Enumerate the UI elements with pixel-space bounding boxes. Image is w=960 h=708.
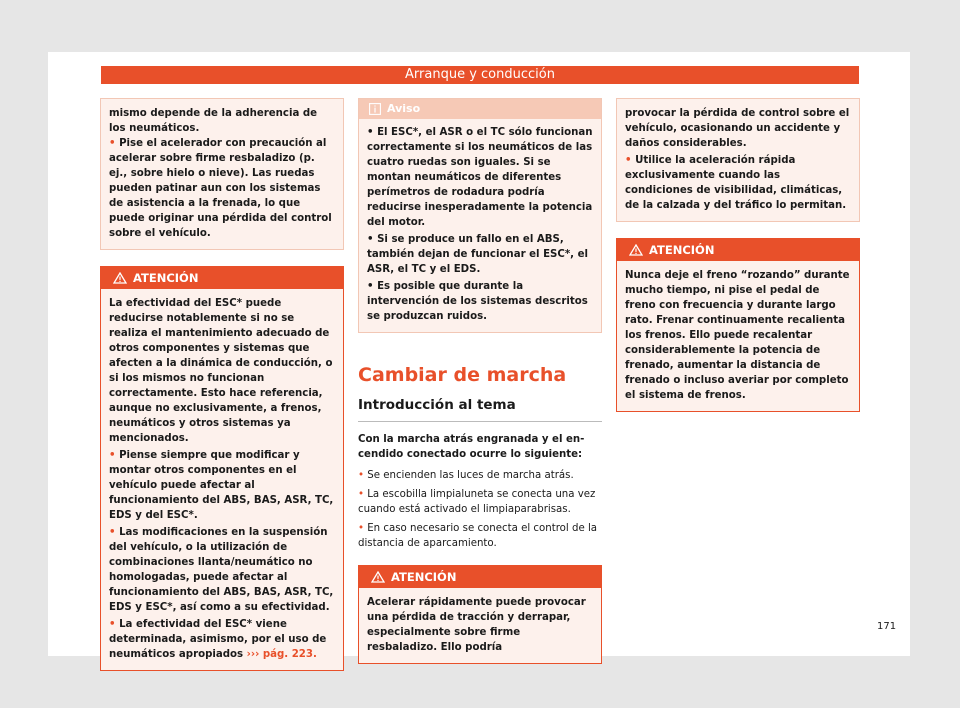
- warning-body: [617, 261, 859, 411]
- bullet-text: La efectividad del ESC* viene determinada, asimismo, por el uso de neumáticos apropiados: [109, 619, 327, 660]
- bullet-icon: •: [358, 523, 368, 534]
- column-middle: [358, 98, 602, 664]
- warning-header: [101, 267, 343, 289]
- bullet-icon: •: [367, 234, 378, 245]
- note-box: [358, 98, 602, 333]
- warning-box: [100, 266, 344, 671]
- bullet-icon: •: [358, 470, 368, 481]
- note-title: Aviso: [387, 102, 421, 115]
- column-left: [100, 98, 344, 671]
- bullet-item: [625, 153, 851, 213]
- bullet-icon: •: [109, 527, 120, 538]
- subsection-title: Introducción al tema: [358, 395, 602, 422]
- warning-header: [617, 239, 859, 261]
- list-item: [358, 468, 602, 483]
- list-item-text: En caso necesario se conecta el control de la distancia de aparcamiento.: [358, 523, 598, 549]
- bullet-icon: •: [109, 619, 120, 630]
- list-item-text: Se encienden las luces de marcha atrás.: [367, 470, 574, 481]
- note-header: [359, 99, 601, 119]
- warning-body: [101, 289, 343, 670]
- paragraph: La efectividad del ESC* puede reducirse notablemente si no se realiza el mantenimiento adecuado de otros componentes y sistemas que afecten a la dinámica de conducción, o si los mismos no funcionan correctamente. Esto hace referencia, aunque no exclusivamente, a frenos, neumáticos y otros sistemas ya mencionados.: [109, 298, 333, 444]
- page-number: 171: [877, 621, 897, 632]
- warning-box: [616, 238, 860, 412]
- bullet-text: Las modificaciones en la suspensión del vehículo, o la utilización de combinaciones llanta/neumático no homologadas, puede afectar al funcionamiento del ABS, BAS, ASR, TC, EDS y ESC*, así como a su efectividad.: [109, 527, 334, 613]
- list-item: [358, 487, 602, 517]
- column-right: [616, 98, 860, 412]
- bullet-icon: •: [625, 155, 636, 166]
- paragraph: Nunca deje el freno “rozando” durante mucho tiempo, ni pise el pedal de freno con frecuencia y durante largo rato. Frenar continuamente recalienta los frenos. Ello puede recalentar considerablemente la potencia de frenado, aumentar la distancia de frenado o incluso averiar por completo el sistema de frenos.: [625, 270, 850, 401]
- bullet-icon: •: [358, 489, 368, 500]
- lead-paragraph: Con la marcha atrás engranada y el encendido conectado ocurre lo siguiente:: [358, 434, 585, 460]
- warning-triangle-icon: [113, 272, 127, 284]
- bullet-icon: •: [367, 281, 378, 292]
- bullet-item: [109, 617, 335, 662]
- list-item: [358, 521, 602, 551]
- continued-text-box: [100, 98, 344, 250]
- body-text: [358, 432, 602, 551]
- warning-box: [358, 565, 602, 664]
- bullet-item: [367, 232, 593, 277]
- bullet-text: Si se produce un fallo en el ABS, también dejan de funcionar el ESC*, el ASR, el TC y el EDS.: [367, 234, 589, 275]
- warning-body: [359, 588, 601, 663]
- info-icon: [369, 103, 381, 115]
- bullet-item: [367, 279, 593, 324]
- bullet-text: Es posible que durante la intervención de los sistemas descritos se produzcan ruidos.: [367, 281, 588, 322]
- bullet-icon: •: [109, 138, 120, 149]
- bullet-text: Pise el acelerador con precaución al acelerar sobre firme resbaladizo (p. ej., sobre hielo o nieve). Las ruedas pueden patinar aun con los sistemas de asistencia a la frenada, lo que puede originar una pérdida del control sobre el vehículo.: [109, 138, 332, 239]
- paragraph: mismo depende de la adherencia de los neumáticos.: [109, 108, 318, 134]
- bullet-item: [367, 125, 593, 230]
- bullet-text: El ESC*, el ASR o el TC sólo funcionan correctamente si los neumáticos de las cuatro ruedas son iguales. Si se montan neumáticos de diferentes perímetros de rodadura podría reducirse inesperadamente la potencia del motor.: [367, 127, 593, 228]
- page-reference-link[interactable]: ››› pág. 223.: [246, 649, 317, 660]
- chapter-header: Arranque y conducción: [101, 66, 859, 84]
- list-item-text: La escobilla limpialuneta se conecta una vez cuando está activado el limpiaparabrisas.: [358, 489, 596, 515]
- warning-triangle-icon: [629, 244, 643, 256]
- warning-triangle-icon: [371, 571, 385, 583]
- section-title: Cambiar de marcha: [358, 364, 567, 386]
- bullet-item: [109, 448, 335, 523]
- paragraph: Acelerar rápidamente puede provocar una pérdida de tracción y derrapar, especialmente sobre firme resbaladizo. Ello podría: [367, 597, 586, 653]
- continued-text-box: [616, 98, 860, 222]
- bullet-icon: •: [367, 127, 378, 138]
- bullet-item: [109, 136, 335, 241]
- bullet-text: Piense siempre que modificar y montar otros componentes en el vehículo puede afectar al funcionamiento del ABS, BAS, ASR, TC, EDS y del ESC*.: [109, 450, 334, 521]
- warning-title: ATENCIÓN: [133, 271, 199, 285]
- warning-title: ATENCIÓN: [649, 243, 715, 257]
- bullet-text: Utilice la aceleración rápida exclusivamente cuando las condiciones de visibilidad, climáticas, de la calzada y del tráfico lo permitan.: [625, 155, 847, 211]
- paragraph: provocar la pérdida de control sobre el vehículo, ocasionando un accidente y daños considerables.: [625, 108, 850, 149]
- bullet-item: [109, 525, 335, 615]
- warning-header: [359, 566, 601, 588]
- note-body: [359, 119, 601, 332]
- warning-title: ATENCIÓN: [391, 570, 457, 584]
- bullet-icon: •: [109, 450, 120, 461]
